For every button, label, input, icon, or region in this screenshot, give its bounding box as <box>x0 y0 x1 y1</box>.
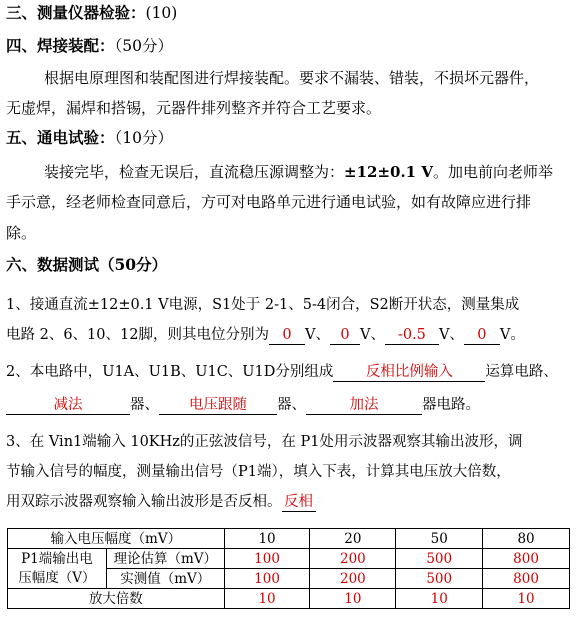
q2-line2: 减法 器、 电压跟随 器、 加法 器电路。 <box>6 394 480 416</box>
section4-heading: 四、焊接装配：（50分） <box>6 36 173 55</box>
section5-para-line1: 装接完毕，检查无误后，直流稳压源调整为：±12±0.1 V。加电前向老师举 <box>44 163 553 181</box>
value-cell: 10 <box>310 589 396 609</box>
row-label-cell: 理论估算（mV） <box>106 549 224 569</box>
answer-u1c: 电压跟随 <box>159 396 277 415</box>
measurement-table <box>7 528 570 609</box>
value-cell: 800 <box>483 569 570 589</box>
value-cell: 800 <box>483 549 570 569</box>
table-row <box>8 529 570 549</box>
answer-pin12: 0 <box>464 326 500 345</box>
q2-line1: 2、本电路中，U1A、U1B、U1C、U1D分别组成 反相比例输入 运算电路、 <box>6 364 558 380</box>
value-cell: 100 <box>224 569 310 589</box>
value-cell: 200 <box>310 549 396 569</box>
value-cell: 500 <box>396 569 483 589</box>
input-cell: 10 <box>224 529 310 549</box>
value-cell: 10 <box>224 589 310 609</box>
input-cell: 20 <box>310 529 396 549</box>
value-cell: 10 <box>483 589 570 609</box>
answer-pin10: -0.5 <box>385 326 439 345</box>
section5-para-line3: 除。 <box>6 224 37 242</box>
section5-heading: 五、通电试验：（10分） <box>6 128 173 147</box>
input-header-cell: 输入电压幅度（mV） <box>8 529 225 549</box>
value-cell: 200 <box>310 569 396 589</box>
q1-line2: 电路 2、6、10、12脚，则其电位分别为 0 V、 0 V、 -0.5 V、 0 V。 <box>6 327 525 343</box>
answer-u1d: 加法 <box>306 396 422 415</box>
value-cell: 10 <box>396 589 483 609</box>
output-group-cell: P1端输出电 压幅度（V） <box>8 549 107 589</box>
value-cell: 500 <box>396 549 483 569</box>
table-row <box>8 589 570 609</box>
q3-line1: 3、在 Vin1端输入 10KHz的正弦波信号，在 P1处用示波器观察其输出波形，调 <box>6 434 523 450</box>
section3-heading: 三、测量仪器检验：(10) <box>6 3 178 22</box>
section5-para-line2: 手示意，经老师检查同意后，方可对电路单元进行通电试验，如有故障应进行排 <box>6 193 532 211</box>
answer-inverted: 反相 <box>282 493 316 512</box>
input-cell: 50 <box>396 529 483 549</box>
answer-pin6: 0 <box>330 326 360 345</box>
q3-line2: 节输入信号的幅度，测量输出信号（P1端），填入下表，计算其电压放大倍数， <box>6 464 511 480</box>
row-label-cell: 实测值（mV） <box>106 569 224 589</box>
value-cell: 100 <box>224 549 310 569</box>
section4-para-line2: 无虚焊，漏焊和搭锡，元器件排列整齐并符合工艺要求。 <box>6 99 382 117</box>
answer-u1a: 反相比例输入 <box>333 363 485 382</box>
table-row <box>8 549 570 569</box>
row-label-cell: 放大倍数 <box>8 589 225 609</box>
section6-heading: 六、数据测试（50分） <box>6 255 168 274</box>
input-cell: 80 <box>483 529 570 549</box>
answer-pin2: 0 <box>269 326 305 345</box>
q1-line1: 1、接通直流±12±0.1 V电源，S1处于 2-1、5-4闭合，S2断开状态，测量集成 <box>6 297 520 313</box>
answer-u1b: 减法 <box>6 396 130 415</box>
q3-line3: 用双踪示波器观察输入输出波形是否反相。 反相 <box>6 491 316 513</box>
section4-para-line1: 根据电原理图和装配图进行焊接装配。要求不漏装、错装，不损坏元器件， <box>44 69 540 87</box>
